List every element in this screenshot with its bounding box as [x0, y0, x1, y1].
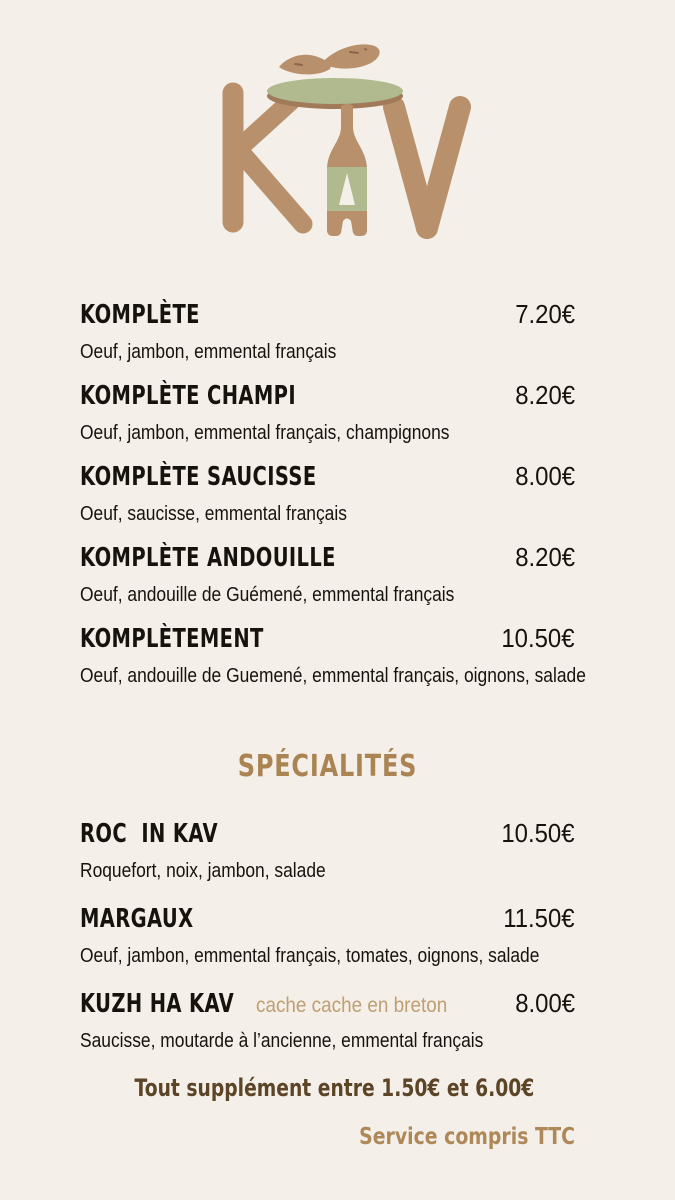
- service-note: Service compris TTC: [359, 1124, 575, 1150]
- item-description: Roquefort, noix, jambon, salade: [80, 860, 326, 882]
- menu-item: [80, 990, 575, 1051]
- logo-block: [0, 0, 675, 250]
- item-description: Oeuf, jambon, emmental français: [80, 341, 337, 363]
- spoon-icon: [279, 44, 380, 74]
- item-description: Oeuf, jambon, emmental français, tomates, oignons, salade: [80, 945, 540, 967]
- logo-letter-k: [233, 93, 303, 224]
- menu-item: [80, 382, 575, 443]
- item-price: 8.00€: [515, 461, 575, 491]
- menu-item: [80, 301, 575, 362]
- item-name: KOMPLÈTEMENT: [80, 624, 264, 654]
- item-price: 8.20€: [515, 542, 575, 572]
- menu-item: [80, 463, 575, 524]
- bottle-icon: [327, 104, 367, 236]
- item-price: 10.50€: [501, 623, 575, 653]
- menu: [0, 250, 675, 1149]
- item-name: KOMPLÈTE ANDOUILLE: [80, 543, 336, 573]
- logo-letter-v: [394, 107, 460, 228]
- menu-item: [80, 544, 575, 605]
- item-price: 11.50€: [503, 903, 575, 933]
- supplement-note: Tout supplément entre 1.50€ et 6.00€: [134, 1074, 535, 1102]
- item-price: 8.00€: [515, 988, 575, 1018]
- item-description: Oeuf, saucisse, emmental français: [80, 503, 347, 525]
- item-description: Oeuf, jambon, emmental français, champignons: [80, 422, 450, 444]
- item-name: KOMPLÈTE CHAMPI: [80, 381, 296, 411]
- menu-item: [80, 623, 586, 687]
- item-name-group: [80, 991, 468, 1017]
- item-description: Oeuf, andouille de Guémené, emmental français: [80, 584, 455, 606]
- kav-logo: [0, 0, 675, 250]
- item-price: 10.50€: [501, 818, 575, 848]
- item-subtitle: cache cache en breton: [255, 994, 447, 1017]
- item-name: KOMPLÈTE SAUCISSE: [80, 462, 317, 492]
- menu-section-main: [80, 299, 586, 687]
- item-name: KUZH HA KAV: [80, 989, 235, 1019]
- item-name: KOMPLÈTE: [80, 300, 200, 330]
- item-price: 7.20€: [515, 299, 575, 329]
- menu-item: [80, 820, 575, 881]
- specialties-heading: SPÉCIALITÉS: [237, 749, 418, 784]
- menu-item: [80, 905, 575, 966]
- item-description: Oeuf, andouille de Guemené, emmental français, oignons, salade: [80, 665, 586, 687]
- item-price: 8.20€: [515, 380, 575, 410]
- item-name: ROC IN KAV: [80, 819, 218, 849]
- item-description: Saucisse, moutarde à l’ancienne, emmental français: [80, 1030, 484, 1052]
- table-icon: [267, 78, 403, 109]
- menu-section-specialties: [80, 820, 575, 1051]
- item-name: MARGAUX: [80, 904, 194, 934]
